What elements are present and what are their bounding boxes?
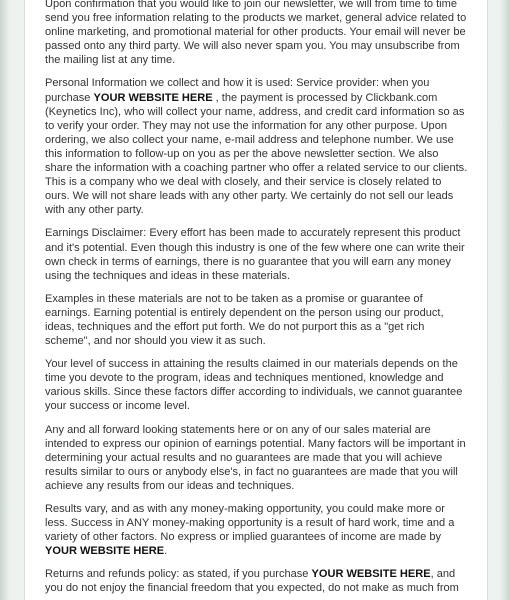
newsletter-paragraph: Upon confirmation that you would like to join our newsletter, we will from time to time send you free information relating to the products we market, general advice related to online marketing, and promotional material for other products. Your email will never be passed onto any third party. We will also never spam you. You may unsubscribe from the mailing list at any time. — [45, 0, 467, 67]
policy-text-column — [45, 0, 469, 600]
website-name-placeholder: YOUR WEBSITE HERE — [93, 91, 213, 104]
forward-looking-paragraph: Any and all forward looking statements here or on any of our sales material are intended to express our opinion of earnings potential. Many factors will be important in determining your actual results and no guarantees are made that you will achieve results similar to ours or anybody else's, in fact no guarantees are made that you will achieve any results from our ideas and techniques. — [45, 423, 466, 492]
returns-refunds-paragraph — [45, 567, 469, 595]
returns-text-start: Returns and refunds policy: as stated, if you purchase — [45, 568, 312, 581]
success-level-paragraph: Your level of success in attaining the results claimed in our materials depends on the time you devote to the program, ideas and techniques mentioned, knowledge and various skills. Since these factors differ according to individuals, we cannot guarantee your success or income level. — [45, 358, 463, 413]
examples-paragraph: Examples in these materials are not to be taken as a promise or guarantee of earnings. Earning potential is entirely dependent on the person using our product, ideas, techniques and the effort put forth. We do not purport this as a "get rich scheme", and nor should you view it as such. — [45, 292, 444, 348]
content-panel — [24, 0, 488, 600]
website-name-placeholder: YOUR WEBSITE HERE — [45, 545, 165, 558]
results-vary-paragraph — [45, 502, 469, 558]
earnings-disclaimer-paragraph: Earnings Disclaimer: Every effort has been made to accurately represent this product and it's potential. Even though this industry is one of the few where one can write their own check in terms of earnings, there is no guarantee that you will earn any money using the techniques and ideas in these materials. — [45, 227, 465, 282]
personal-info-text-end: , the payment is processed by Clickbank.com (Keynetics Inc), who will collect your name, address, and credit card information so as to verify your order. They may not use the information for any other purpose. Upon ordering, we also collect your name, e-mail address and telephone number. We use this information to follow-up on you as per the above newsletter section. We also share the information with a coaching partner who offer a related service to our clients. This is a company who we deal with closely, and their service is closely related to ours. We will not share leads with any other party. We certainly do not sell our leads with any other party. — [45, 91, 468, 217]
personal-information-paragraph — [45, 76, 469, 217]
results-text-start: Results vary, and as with any money-making opportunity, you could make more or less. Success in ANY money-making opportunity is a result of hard work, time and a variety of other factors. No express or implied guarantees of income are made by — [45, 503, 455, 544]
returns-text-end: , and you do not enjoy the financial freedom that you expected, do not make as much from — [45, 568, 459, 595]
results-text-end: . — [164, 545, 168, 558]
personal-info-text-start: Personal Information we collect and how it is used: Service provider: when you purchase — [45, 77, 430, 104]
website-name-placeholder: YOUR WEBSITE HERE — [311, 568, 431, 581]
